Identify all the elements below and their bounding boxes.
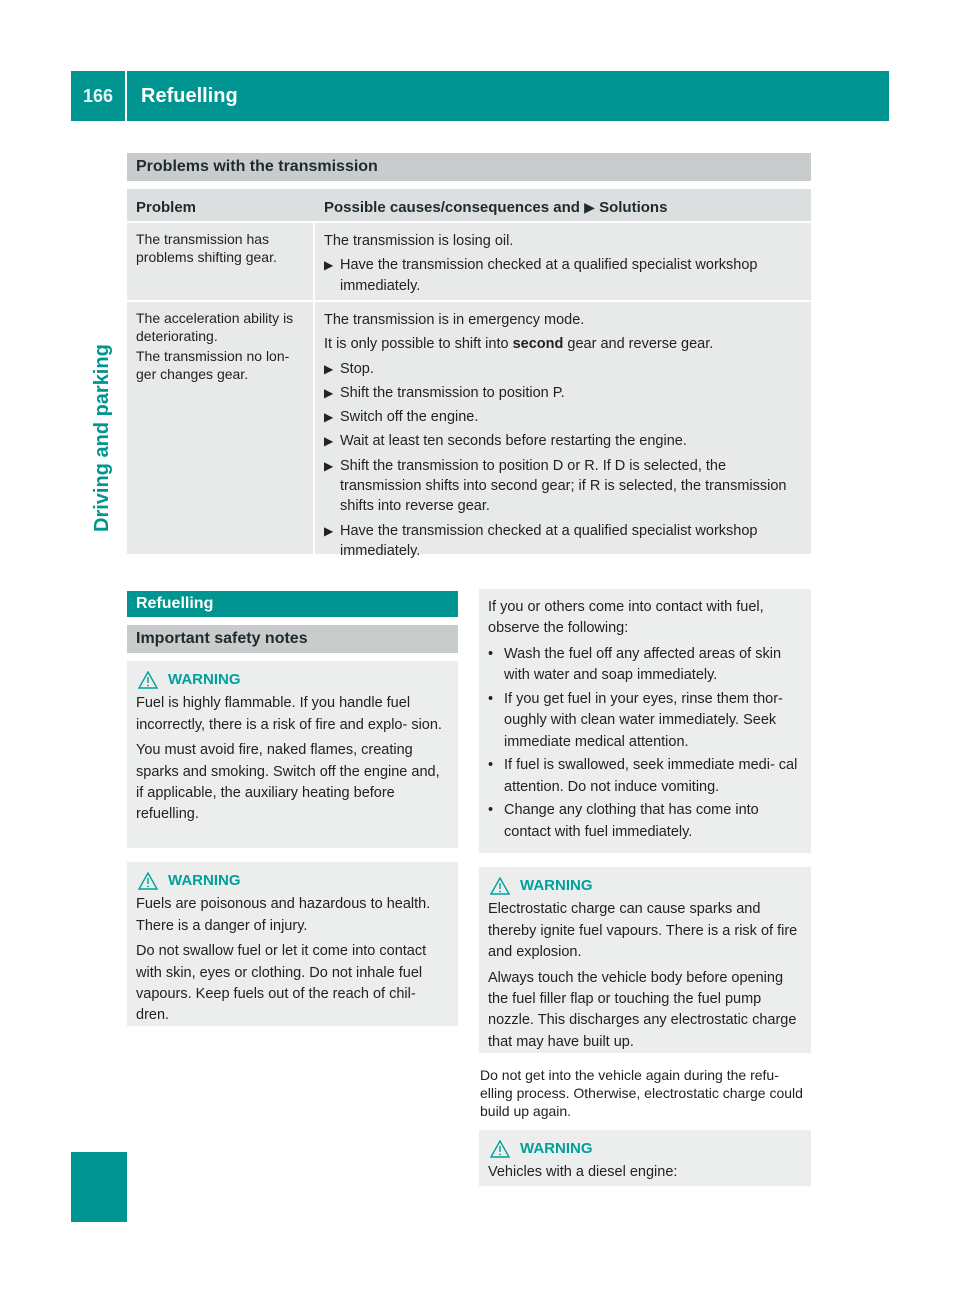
solution-step	[324, 359, 801, 379]
cause-text-rich	[324, 334, 801, 354]
list-item	[488, 689, 803, 753]
step-arrow-icon: ▶	[324, 434, 334, 449]
step-text: Switch off the engine.	[340, 409, 479, 426]
step-text: Have the transmission checked at a qualified specialist workshop immediately.	[340, 522, 758, 559]
problem-text: The transmission has problems shifting gear.	[136, 231, 277, 265]
warning-text: Do not swallow fuel or let it come into contact with skin, eyes or clothing. Do not inhale fuel vapours. Keep fuels out of the reach of chil- dren.	[136, 943, 427, 1024]
list-item-text: If fuel is swallowed, seek immediate medi- cal attention. Do not induce vomiting.	[504, 757, 798, 795]
problem-cell	[127, 302, 313, 554]
header-title: Refuelling	[141, 85, 238, 107]
section-heading-refuelling	[127, 591, 458, 617]
step-text: Shift the transmission to position D or R. If D is selected, the transmission shifts into second gear; if R is selected, the transmission shifts into reverse gear.	[340, 457, 787, 515]
warning-label: WARNING	[520, 1140, 593, 1157]
transmission-table	[127, 189, 811, 559]
solution-step	[324, 456, 801, 517]
step-text: Have the transmission checked at a qualified specialist workshop immediately.	[340, 257, 758, 294]
contact-box	[479, 589, 811, 853]
warning-label: WARNING	[520, 877, 593, 894]
warning-box-poisonous	[127, 862, 458, 1026]
list-item	[488, 800, 803, 843]
warning-title	[490, 1138, 803, 1160]
section-heading-transmission	[127, 153, 811, 181]
warning-box-electrostatic	[479, 867, 811, 1053]
side-tab-marker	[71, 1152, 127, 1222]
warning-text: Vehicles with a diesel engine:	[488, 1164, 678, 1181]
step-arrow-icon: ▶	[324, 258, 334, 273]
contact-intro: If you or others come into contact with fuel, observe the following:	[488, 599, 764, 637]
warning-triangle-icon	[490, 1140, 510, 1158]
solution-step	[324, 383, 801, 403]
warning-text: Electrostatic charge can cause sparks and thereby ignite fuel vapours. There is a risk of fire and explosion.	[488, 901, 798, 961]
problem-cell	[127, 223, 313, 300]
warning-label: WARNING	[168, 872, 241, 889]
warning-text: Always touch the vehicle body before opening the fuel filler flap or touching the fuel pump nozzle. This discharges any electrostatic charge that may have built up.	[488, 969, 797, 1050]
column-header-problem: Problem	[136, 199, 197, 216]
warning-box-flammable	[127, 661, 458, 848]
warning-title	[138, 870, 450, 892]
list-item-text: Change any clothing that has come into contact with fuel immediately.	[504, 802, 759, 840]
warning-triangle-icon	[138, 671, 158, 689]
warning-triangle-icon	[490, 877, 510, 895]
cause-text: The transmission is in emergency mode.	[324, 312, 585, 328]
refuelling-note: Do not get into the vehicle again during the refu- elling process. Otherwise, electrostatic charge could build up again.	[480, 1067, 803, 1120]
warning-text: You must avoid fire, naked flames, creating sparks and smoking. Switch off the engine and, if applicable, the auxiliary heating before refuelling.	[136, 742, 440, 823]
column-header-solutions-text: Solutions	[599, 199, 668, 216]
column-header-causes-text: Possible causes/consequences and	[324, 199, 580, 216]
section-heading-safety	[127, 625, 458, 653]
side-tab-label: Driving and parking	[91, 344, 113, 532]
cause-post: gear and reverse gear.	[567, 336, 714, 353]
step-arrow-icon: ▶	[324, 458, 334, 473]
solution-cell	[315, 223, 811, 300]
solution-step	[324, 521, 801, 562]
solution-step	[324, 255, 801, 296]
table-header-row	[127, 189, 811, 221]
step-text: Shift the transmission to position P.	[340, 384, 565, 401]
column-header-causes	[315, 189, 811, 221]
cause-pre: It is only possible to shift into	[324, 336, 509, 353]
warning-triangle-icon	[138, 872, 158, 890]
step-arrow-icon: ▶	[324, 410, 334, 425]
warning-text: Fuels are poisonous and hazardous to health. There is a danger of injury.	[136, 896, 431, 934]
list-item	[488, 755, 803, 798]
arrow-right-icon: ▶	[584, 199, 595, 215]
step-text: Stop.	[340, 360, 374, 377]
solution-step	[324, 407, 801, 427]
warning-title	[490, 875, 803, 897]
warning-label: WARNING	[168, 671, 241, 688]
step-text: Wait at least ten seconds before restarting the engine.	[340, 433, 687, 450]
list-item-text: Wash the fuel off any affected areas of skin with water and soap immediately.	[504, 645, 782, 684]
list-item	[488, 644, 803, 687]
step-arrow-icon: ▶	[324, 385, 334, 400]
solution-step	[324, 431, 801, 451]
page-number: 166	[71, 71, 127, 121]
problem-text: The transmission no lon- ger changes gear.	[136, 348, 290, 382]
safety-heading-text: Important safety notes	[136, 630, 308, 647]
warning-text: Fuel is highly flammable. If you handle fuel incorrectly, there is a risk of fire and explo- sion.	[136, 695, 442, 733]
bullet-icon: •	[488, 802, 494, 819]
table-row	[127, 302, 811, 559]
bullet-icon: •	[488, 757, 494, 774]
step-arrow-icon: ▶	[324, 361, 334, 376]
warning-box-diesel	[479, 1130, 811, 1186]
bullet-icon: •	[488, 690, 494, 707]
solution-cell	[315, 302, 811, 559]
list-item-text: If you get fuel in your eyes, rinse them thor- oughly with clean water immediately. Seek immediate medical attention.	[504, 690, 783, 750]
problem-text: The acceleration ability is deteriorating.	[136, 310, 294, 344]
step-arrow-icon: ▶	[324, 523, 334, 538]
warning-title	[138, 669, 450, 691]
cause-text: The transmission is losing oil.	[324, 233, 514, 249]
table-row	[127, 223, 811, 300]
cause-bold: second	[512, 336, 564, 353]
refuelling-heading-text: Refuelling	[136, 595, 214, 612]
bullet-icon: •	[488, 645, 494, 662]
section-heading-text: Problems with the transmission	[136, 158, 378, 175]
